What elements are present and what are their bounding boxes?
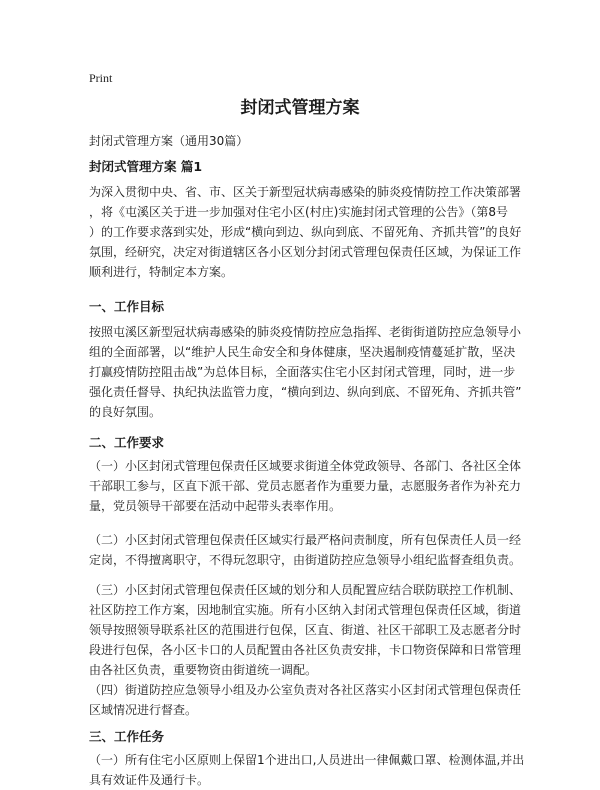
text-line: 段进行包保，各小区卡口的人员配置由各社区负责安排，卡口物资保障和日常管理 (89, 643, 522, 657)
document-title: 封闭式管理方案 (240, 98, 360, 118)
heading-goal: 一、工作目标 (89, 299, 165, 314)
requirement-4 (89, 680, 522, 720)
print-link[interactable]: Print (89, 71, 113, 85)
text-line: 区域情况进行督查。 (89, 703, 198, 717)
text-line: 由各社区负责，重要物资由街道统一调配。 (89, 663, 318, 677)
requirement-1 (89, 456, 522, 516)
text-line: 领导按照领导联系社区的范围进行包保，区直、街道、社区干部职工及志愿者分时 (89, 623, 522, 637)
intro-paragraph (89, 182, 522, 282)
text-line: 打赢疫情防控阻击战”为总体目标，全面落实住宅小区封闭式管理，同时，进一步 (89, 365, 516, 379)
text-line: （二）小区封闭式管理包保责任区域实行最严格问责制度，所有包保责任人员一经 (89, 533, 522, 547)
heading-tasks: 三、工作任务 (89, 729, 165, 744)
text-line: 干部职工参与，区直下派干部、党员志愿者作为重要力量，志愿服务者作为补充力 (89, 479, 522, 493)
text-line: 顺利进行，特制定本方案。 (89, 265, 234, 279)
requirement-3 (89, 580, 522, 680)
text-line: ）的工作要求落到实处，形成“横向到边、纵向到底、不留死角、齐抓共管”的良好 (89, 225, 522, 239)
text-line: 的良好氛围。 (89, 405, 162, 419)
text-line: （一）小区封闭式管理包保责任区域要求街道全体党政领导、各部门、各社区全体 (89, 459, 522, 473)
text-line: （一）所有住宅小区原则上保留1个进出口,人员进出一律佩戴口罩、检测体温,并出 (89, 753, 525, 767)
text-line: （三）小区封闭式管理包保责任区域的划分和人员配置应结合联防联控工作机制、 (89, 583, 522, 597)
task-1 (89, 750, 525, 787)
text-line: 强化责任督导、执纪执法监管力度，“横向到边、纵向到底、不留死角、齐抓共管” (89, 385, 522, 399)
goal-paragraph (89, 322, 522, 422)
text-line: 按照屯溪区新型冠状病毒感染的肺炎疫情防控应急指挥、老街街道防控应急领导小 (89, 325, 522, 339)
section-title: 封闭式管理方案 篇1 (89, 159, 203, 174)
text-line: ，将《屯溪区关于进一步加强对住宅小区(村庄)实施封闭式管理的公告》（第8号 (89, 205, 509, 219)
document-subtitle: 封闭式管理方案（通用30篇） (89, 134, 249, 148)
heading-requirements: 二、工作要求 (89, 435, 165, 450)
text-line: （四）街道防控应急领导小组及办公室负责对各社区落实小区封闭式管理包保责任 (89, 683, 522, 697)
text-line: 具有效证件及通行卡。 (89, 773, 210, 787)
requirement-2 (89, 530, 522, 570)
text-line: 组的全面部署，以“维护人民生命安全和身体健康，坚决遏制疫情蔓延扩散，坚决 (89, 345, 516, 359)
text-line: 量，党员领导干部要在活动中起带头表率作用。 (89, 499, 342, 513)
text-line: 氛围，经研究，决定对街道辖区各小区划分封闭式管理包保责任区域，为保证工作 (89, 245, 522, 259)
text-line: 为深入贯彻中央、省、市、区关于新型冠状病毒感染的肺炎疫情防控工作决策部署 (89, 185, 522, 199)
text-line: 定岗，不得擅离职守，不得玩忽职守，由街道防控应急领导小组纪监督查组负责。 (89, 553, 522, 567)
text-line: 社区防控工作方案，因地制宜实施。所有小区纳入封闭式管理包保责任区域，街道 (89, 603, 522, 617)
